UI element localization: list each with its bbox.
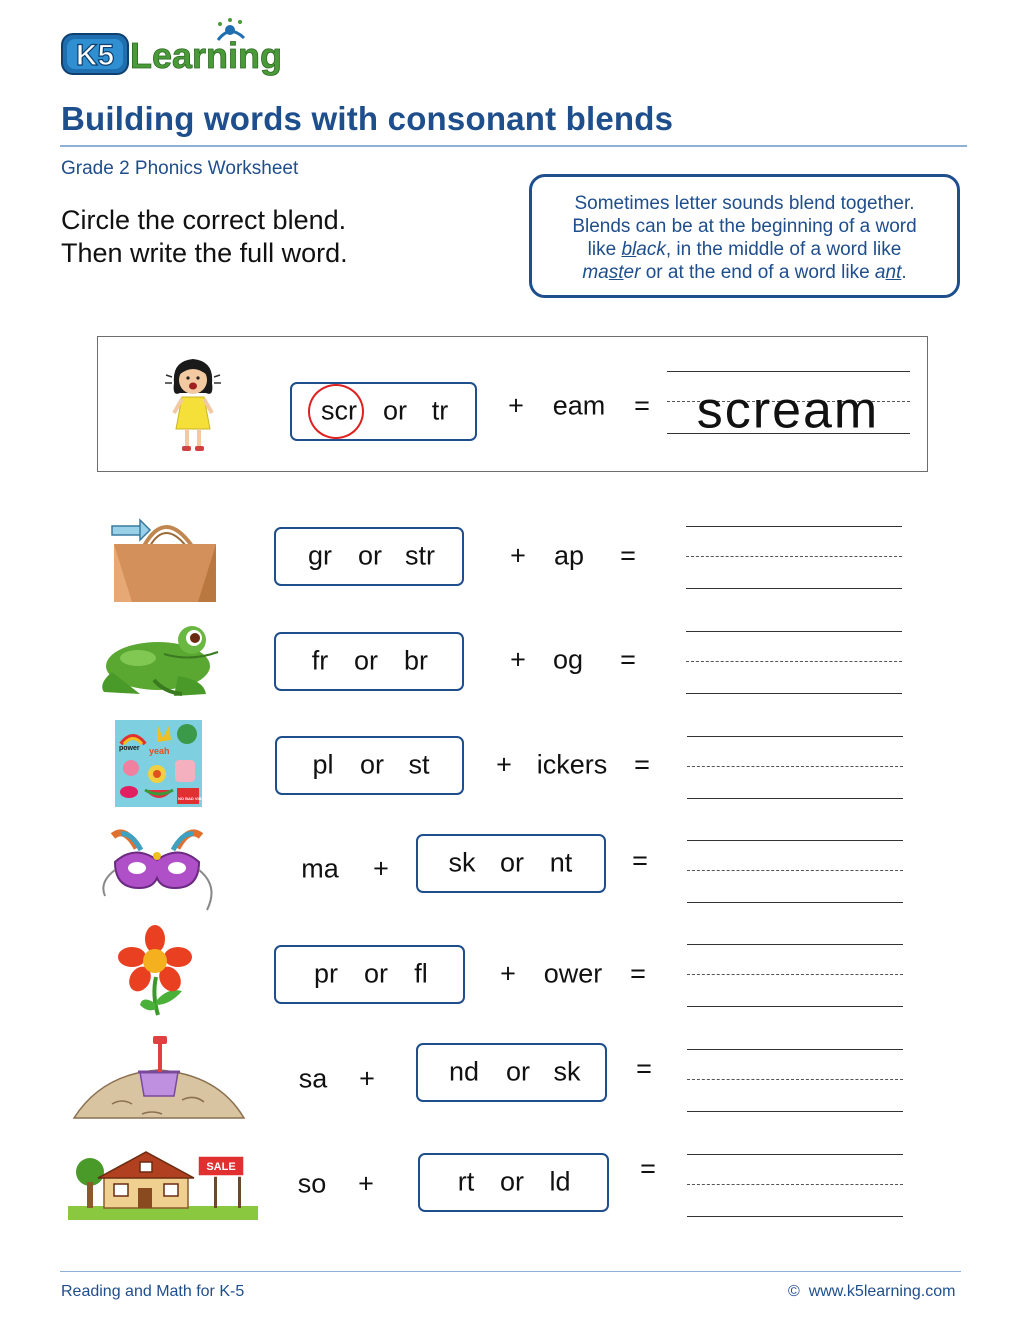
blend-or: or bbox=[499, 846, 525, 877]
sticker-yeah: yeah bbox=[149, 746, 170, 756]
svg-text:K5: K5 bbox=[75, 39, 115, 72]
title-divider bbox=[60, 145, 967, 147]
equals-sign: = bbox=[632, 845, 648, 876]
word-prefix: ma bbox=[301, 853, 339, 884]
blend-option-2[interactable]: fl bbox=[414, 957, 428, 988]
svg-text:Learning: Learning bbox=[130, 35, 283, 76]
word-part: ickers bbox=[536, 749, 608, 780]
footer-divider bbox=[60, 1271, 961, 1272]
info-line-4: master or at the end of a word like ant. bbox=[582, 262, 907, 283]
blend-option-1[interactable]: sk bbox=[448, 846, 476, 877]
equals-sign: = bbox=[620, 540, 636, 571]
sale-sign: SALE bbox=[206, 1161, 236, 1173]
plus-sign: + bbox=[510, 644, 526, 675]
sticker-power: power bbox=[119, 745, 140, 752]
row-2-writing-lines bbox=[686, 631, 902, 695]
worksheet-subtitle: Grade 2 Phonics Worksheet bbox=[61, 158, 299, 179]
blend-option-1[interactable]: rt bbox=[457, 1165, 475, 1196]
sticker-no-bad-vibes: NO BAD VIBES bbox=[178, 796, 207, 801]
blend-option-1[interactable]: pl bbox=[312, 748, 334, 779]
instruction-line-2: Then write the full word. bbox=[61, 238, 348, 268]
plus-sign: + bbox=[373, 853, 389, 884]
flower-picture bbox=[118, 925, 192, 1017]
row-6-blend-options[interactable] bbox=[416, 1043, 607, 1102]
equals-sign: = bbox=[620, 644, 636, 675]
info-box bbox=[529, 174, 960, 298]
row-3-writing-lines bbox=[687, 736, 903, 800]
word-part: og bbox=[552, 644, 584, 675]
blend-option-2[interactable]: str bbox=[405, 539, 435, 570]
info-line-2: Blends can be at the beginning of a word bbox=[572, 216, 917, 237]
plus-sign: + bbox=[500, 958, 516, 989]
instructions bbox=[61, 204, 348, 270]
equals-sign: = bbox=[634, 749, 650, 780]
row-6-writing-lines bbox=[687, 1049, 903, 1113]
word-part: eam bbox=[552, 390, 606, 421]
blend-option-2[interactable]: sk bbox=[553, 1055, 581, 1086]
blend-option-2[interactable]: nt bbox=[549, 846, 573, 877]
word-part: ap bbox=[553, 540, 585, 571]
footer-website[interactable] bbox=[788, 1283, 955, 1301]
blend-option-2[interactable]: ld bbox=[549, 1165, 571, 1196]
row-1-writing-lines bbox=[686, 526, 902, 590]
blend-or: or bbox=[353, 644, 379, 675]
equals-sign: = bbox=[630, 958, 646, 989]
screaming-girl-picture bbox=[160, 353, 226, 457]
plus-sign: + bbox=[496, 749, 512, 780]
equals-sign: = bbox=[636, 1053, 652, 1084]
plus-sign: + bbox=[359, 1063, 375, 1094]
word-prefix: so bbox=[297, 1168, 327, 1199]
row-4-blend-options[interactable] bbox=[416, 834, 606, 893]
row-7-blend-options[interactable] bbox=[418, 1153, 609, 1212]
equals-sign: = bbox=[634, 390, 650, 421]
top-line bbox=[667, 371, 910, 372]
instruction-line-1: Circle the correct blend. bbox=[61, 205, 347, 235]
example-answer: scream bbox=[696, 381, 880, 440]
blend-option-2[interactable]: st bbox=[408, 748, 430, 779]
blend-or: or bbox=[499, 1165, 525, 1196]
frog-picture bbox=[94, 618, 226, 700]
blend-or: or bbox=[382, 394, 408, 425]
blend-or: or bbox=[357, 539, 383, 570]
plus-sign: + bbox=[508, 390, 524, 421]
house-sold-picture bbox=[68, 1148, 258, 1220]
blend-option-1[interactable]: pr bbox=[313, 957, 339, 988]
plus-sign: + bbox=[358, 1168, 374, 1199]
plus-sign: + bbox=[510, 540, 526, 571]
page-title: Building words with consonant blends bbox=[61, 100, 674, 137]
blend-or: or bbox=[505, 1055, 531, 1086]
blend-option-2[interactable]: tr bbox=[431, 394, 449, 425]
answer-circle bbox=[308, 384, 364, 439]
row-5-blend-options[interactable] bbox=[274, 945, 465, 1004]
blend-option-1[interactable]: scr bbox=[321, 394, 357, 425]
blend-option-1[interactable]: gr bbox=[307, 539, 333, 570]
blend-or: or bbox=[359, 748, 385, 779]
row-1-blend-options[interactable] bbox=[274, 527, 464, 586]
blend-option-1[interactable]: fr bbox=[311, 644, 329, 675]
k5-learning-logo bbox=[60, 18, 290, 80]
website-link[interactable]: www.k5learning.com bbox=[808, 1283, 956, 1300]
word-part: ower bbox=[543, 958, 603, 989]
stickers-picture bbox=[115, 720, 207, 807]
row-2-blend-options[interactable] bbox=[274, 632, 464, 691]
sand-picture bbox=[72, 1034, 246, 1122]
mask-picture bbox=[95, 826, 219, 916]
info-line-1: Sometimes letter sounds blend together. bbox=[574, 193, 915, 214]
row-5-writing-lines bbox=[687, 944, 903, 1008]
word-prefix: sa bbox=[298, 1063, 328, 1094]
blend-or: or bbox=[363, 957, 389, 988]
info-line-3: like black, in the middle of a word like bbox=[587, 239, 902, 260]
row-3-blend-options[interactable] bbox=[275, 736, 464, 795]
equals-sign: = bbox=[640, 1153, 656, 1184]
bag-picture bbox=[110, 514, 220, 604]
footer-tagline: Reading and Math for K-5 bbox=[61, 1283, 245, 1300]
blend-option-2[interactable]: br bbox=[403, 644, 429, 675]
row-7-writing-lines bbox=[687, 1154, 903, 1218]
blend-option-1[interactable]: nd bbox=[448, 1055, 480, 1086]
copyright-symbol: © bbox=[788, 1283, 800, 1300]
row-4-writing-lines bbox=[687, 840, 903, 904]
